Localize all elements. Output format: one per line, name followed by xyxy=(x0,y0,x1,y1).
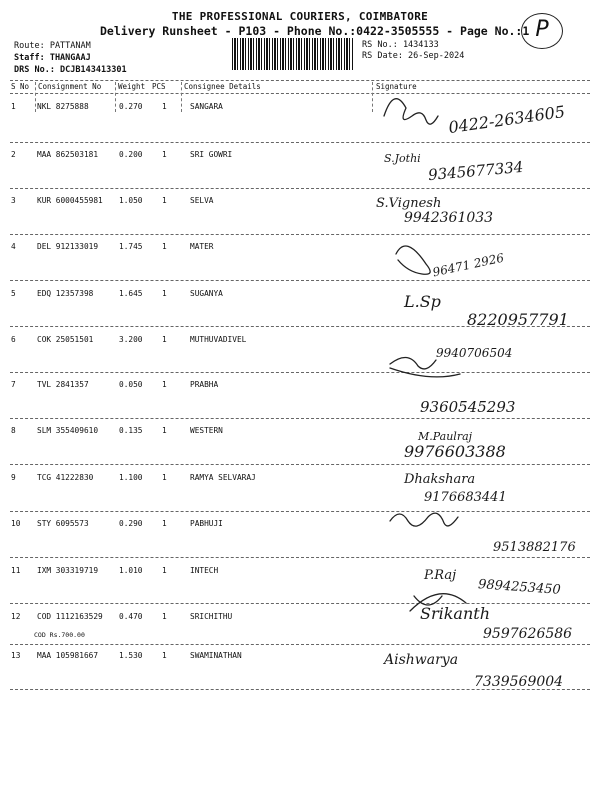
row-consignee: SWAMINATHAN xyxy=(190,651,242,660)
row-consignee: PABHUJI xyxy=(190,519,223,528)
row-consignee: PRABHA xyxy=(190,380,219,389)
row-sno: 9 xyxy=(11,473,16,482)
row-weight: 0.135 xyxy=(119,426,143,435)
col-header-pcs: PCS xyxy=(152,82,166,91)
drs-number: DRS No.: DCJB143413301 xyxy=(14,65,127,75)
row-pcs: 1 xyxy=(162,651,167,660)
signature-name-12: Srikanth xyxy=(420,604,490,623)
signature-phone-12: 9597626586 xyxy=(483,626,573,642)
signature-phone-3: 9942361033 xyxy=(404,210,494,226)
row-pcs: 1 xyxy=(162,335,167,344)
row-consignment: SLM 355409610 xyxy=(37,426,99,435)
signature-phone-9: 9176683441 xyxy=(424,490,507,505)
row-consignment: TVL 2841357 xyxy=(37,380,89,389)
col-header-weight: Weight xyxy=(118,82,146,91)
row-pcs: 1 xyxy=(162,289,167,298)
row-sno: 7 xyxy=(11,380,16,389)
row-pcs: 1 xyxy=(162,473,167,482)
col-header-consignee: Consignee Details xyxy=(184,82,261,91)
row-consignment: TCG 41222830 xyxy=(37,473,94,482)
signature-scribble xyxy=(390,513,458,526)
row-weight: 3.200 xyxy=(119,335,143,344)
row-pcs: 1 xyxy=(162,102,167,111)
row-pcs: 1 xyxy=(162,150,167,159)
row-weight: 1.050 xyxy=(119,196,143,205)
rs-number: RS No.: 1434133 xyxy=(362,40,439,50)
col-header-signature: Signature xyxy=(376,82,417,91)
row-consignee: SRI GOWRI xyxy=(190,150,233,159)
row-pcs: 1 xyxy=(162,426,167,435)
row-consignee: INTECH xyxy=(190,566,219,575)
row-consignee: RAMYA SELVARAJ xyxy=(190,473,256,482)
signature-phone-5: 8220957791 xyxy=(467,310,569,329)
signature-phone-4: 96471 2926 xyxy=(431,250,506,280)
row-consignee: SELVA xyxy=(190,196,214,205)
signature-name-8: M.Paulraj xyxy=(418,430,473,443)
rs-date: RS Date: 26-Sep-2024 xyxy=(362,51,465,61)
row-pcs: 1 xyxy=(162,380,167,389)
row-weight: 0.470 xyxy=(119,612,143,621)
page-mark: P xyxy=(521,13,563,49)
row-consignee: WESTERN xyxy=(190,426,223,435)
signature-phone-13: 7339569004 xyxy=(474,674,564,690)
signature-name-2: S.Jothi xyxy=(384,152,421,165)
signature-name-11: P.Raj xyxy=(424,568,457,583)
row-sno: 8 xyxy=(11,426,16,435)
row-consignment: KUR 6000455981 xyxy=(37,196,103,205)
row-sno: 1 xyxy=(11,102,16,111)
row-weight: 0.050 xyxy=(119,380,143,389)
row-sno: 12 xyxy=(11,612,21,621)
row-sno: 13 xyxy=(11,651,21,660)
row-consignment: MAA 862503181 xyxy=(37,150,99,159)
row-consignee: SANGARA xyxy=(190,102,223,111)
row-consignment: COK 25051501 xyxy=(37,335,94,344)
row-weight: 1.745 xyxy=(119,242,143,251)
col-header-sno: S No xyxy=(11,82,30,91)
route-label: Route: PATTANAM xyxy=(14,41,91,51)
header-top-rule xyxy=(10,80,590,81)
signature-name-9: Dhakshara xyxy=(404,472,476,487)
row-pcs: 1 xyxy=(162,519,167,528)
signature-scribble xyxy=(390,357,460,376)
signature-phone-6: 9940706504 xyxy=(436,346,513,360)
signature-phone-10: 9513882176 xyxy=(493,540,576,555)
row-weight: 1.010 xyxy=(119,566,143,575)
signature-phone-1: 0422-2634605 xyxy=(447,101,567,138)
row-weight: 0.290 xyxy=(119,519,143,528)
signature-phone-11: 9894253450 xyxy=(477,577,562,598)
row-consignment: NKL 8275888 xyxy=(37,102,89,111)
row-weight: 1.100 xyxy=(119,473,143,482)
staff-label: Staff: THANGAAJ xyxy=(14,53,91,63)
row-weight: 1.645 xyxy=(119,289,143,298)
row-sno: 11 xyxy=(11,566,21,575)
row-weight: 0.270 xyxy=(119,102,143,111)
cod-amount: COD Rs.700.00 xyxy=(34,631,85,639)
row-pcs: 1 xyxy=(162,612,167,621)
barcode xyxy=(232,38,354,70)
signature-name-13: Aishwarya xyxy=(384,652,459,668)
row-sno: 4 xyxy=(11,242,16,251)
row-sno: 6 xyxy=(11,335,16,344)
row-sno: 5 xyxy=(11,289,16,298)
row-consignee: SUGANYA xyxy=(190,289,223,298)
row-consignment: COD 1112163529 xyxy=(37,612,103,621)
company-name: THE PROFESSIONAL COURIERS, COIMBATORE xyxy=(171,10,429,23)
row-consignee: MUTHUVADIVEL xyxy=(190,335,247,344)
row-consignment: EDQ 12357398 xyxy=(37,289,94,298)
row-consignment: DEL 912133019 xyxy=(37,242,99,251)
signature-scribble xyxy=(384,99,438,124)
row-weight: 1.530 xyxy=(119,651,143,660)
signature-name-3: S.Vignesh xyxy=(376,196,442,211)
row-pcs: 1 xyxy=(162,196,167,205)
row-sno: 10 xyxy=(11,519,21,528)
signature-scribble xyxy=(396,246,430,274)
col-header-consignment: Consignment No xyxy=(38,82,102,91)
row-weight: 0.200 xyxy=(119,150,143,159)
signature-name-5: L.Sp xyxy=(404,292,441,311)
signature-phone-2: 9345677334 xyxy=(427,157,525,185)
row-consignment: STY 6095573 xyxy=(37,519,89,528)
row-consignment: MAA 105981667 xyxy=(37,651,99,660)
row-consignee: MATER xyxy=(190,242,214,251)
signature-phone-7: 9360545293 xyxy=(420,398,516,416)
signature-phone-8: 9976603388 xyxy=(404,442,506,461)
row-sno: 3 xyxy=(11,196,16,205)
row-consignment: IXM 303319719 xyxy=(37,566,99,575)
runsheet-title: Delivery Runsheet - P103 - Phone No.:0422-3505555 - Page No.:1 xyxy=(100,24,530,38)
row-pcs: 1 xyxy=(162,242,167,251)
row-consignee: SRICHITHU xyxy=(190,612,233,621)
row-pcs: 1 xyxy=(162,566,167,575)
row-sno: 2 xyxy=(11,150,16,159)
